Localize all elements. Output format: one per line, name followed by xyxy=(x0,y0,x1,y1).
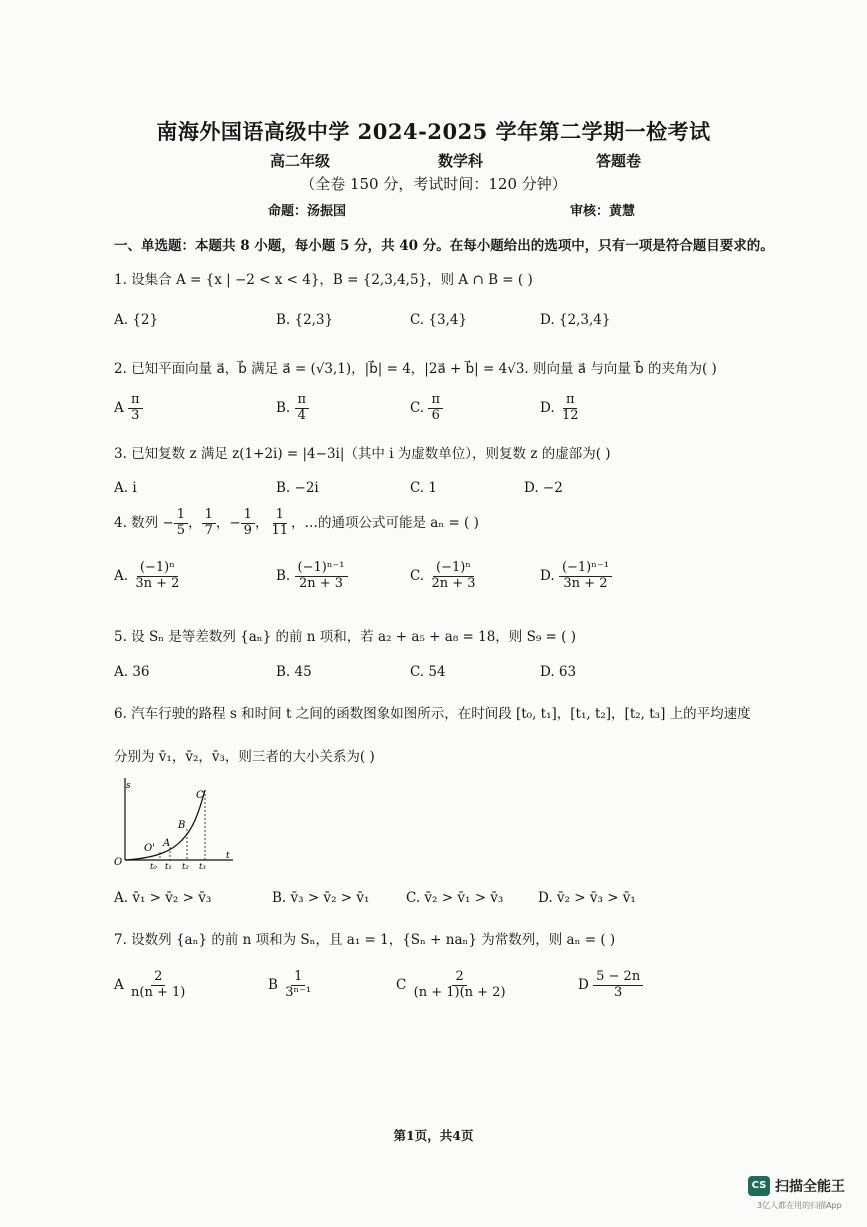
q6-option-b: B. v̄₃ > v̄₂ > v̄₁ xyxy=(272,890,370,906)
option-label: A xyxy=(114,399,124,416)
fraction xyxy=(128,393,143,424)
q4-option-c xyxy=(410,561,479,592)
q1-option-d: D. {2,3,4} xyxy=(540,312,611,328)
stem-text: ，…的通项公式可能是 aₙ = ( ) xyxy=(290,514,479,531)
fraction xyxy=(174,508,188,539)
q7-option-c xyxy=(396,970,509,1001)
denominator: 2n + 3 xyxy=(298,575,344,591)
option-label: D xyxy=(578,976,589,993)
q6-option-d: D. v̄₂ > v̄₃ > v̄₁ xyxy=(538,890,636,906)
point-c: C xyxy=(196,790,204,801)
question-5-stem: 5. 设 Sₙ 是等差数列 {aₙ} 的前 n 项和，若 a₂ + a₅ + a₈ = 18，则 S₉ = ( ) xyxy=(114,629,576,645)
question-4-stem xyxy=(114,508,479,539)
option-label: B xyxy=(268,976,278,993)
numerator: 1 xyxy=(241,508,255,524)
fraction xyxy=(241,508,255,539)
denominator: 4 xyxy=(297,407,306,423)
numerator: (−1)ⁿ xyxy=(137,561,178,577)
q2-option-d xyxy=(540,393,581,424)
denominator: 5 xyxy=(176,522,186,538)
distance-time-graph xyxy=(108,772,238,872)
grade-label: 高二年级 xyxy=(270,152,331,170)
q2-option-a xyxy=(114,393,143,424)
fraction xyxy=(202,508,216,539)
numerator: π xyxy=(295,393,310,409)
question-1-stem: 1. 设集合 A = {x | −2 < x < 4}，B = {2,3,4,5}，则 A ∩ B = ( ) xyxy=(114,272,533,288)
option-label: B. xyxy=(276,399,291,416)
denominator: 3 xyxy=(614,984,623,1000)
q4-option-a xyxy=(114,561,182,592)
fraction xyxy=(428,393,443,424)
t-label: t xyxy=(226,851,230,861)
q5-option-a: A. 36 xyxy=(114,664,150,680)
q6-option-c: C. v̄₂ > v̄₁ > v̄₃ xyxy=(406,890,504,906)
separator: ， xyxy=(188,514,202,531)
numerator: π xyxy=(428,393,443,409)
denominator: 12 xyxy=(561,407,579,423)
numerator: 1 xyxy=(273,508,287,524)
fraction xyxy=(128,970,188,1001)
option-label: A xyxy=(114,976,124,993)
q3-option-d: D. −2 xyxy=(524,480,563,496)
q2-option-c xyxy=(410,393,443,424)
scanner-tagline: 3亿人都在用的扫描App xyxy=(757,1201,842,1210)
q5-option-d: D. 63 xyxy=(540,664,577,680)
page-number: 第1页，共4页 xyxy=(393,1128,474,1143)
numerator: 2 xyxy=(452,970,466,986)
s-label: s xyxy=(126,781,131,791)
exam-title: 南海外国语高级中学 2024-2025 学年第二学期一检考试 xyxy=(156,119,711,144)
denominator: n(n + 1) xyxy=(131,984,186,1000)
numerator: 5 − 2n xyxy=(593,970,643,986)
fraction xyxy=(411,970,509,1001)
denominator: 3 xyxy=(131,407,140,423)
denominator: 3n + 2 xyxy=(135,575,180,591)
denominator: 9 xyxy=(243,522,252,538)
q7-option-b xyxy=(268,970,314,1001)
option-label: A. xyxy=(114,567,129,584)
point-a: A xyxy=(163,838,171,849)
q3-option-b: B. −2i xyxy=(276,480,319,496)
stem-text: 4. 数列 − xyxy=(114,514,174,531)
question-2-stem: 2. 已知平面向量 a⃗，b⃗ 满足 a⃗ = (√3,1)，|b⃗| = 4，|2a⃗ + b⃗| = 4√3. 则向量 a⃗ 与向量 b⃗ 的夹角为( ) xyxy=(114,361,717,377)
q1-option-a: A. {2} xyxy=(114,312,159,328)
denominator: 3ⁿ⁻¹ xyxy=(285,984,312,1000)
option-label: D. xyxy=(540,567,555,584)
q6-option-a: A. v̄₁ > v̄₂ > v̄₃ xyxy=(114,890,212,906)
reviewer-label: 审核：黄慧 xyxy=(570,204,636,219)
q3-option-c: C. 1 xyxy=(410,480,438,496)
fraction xyxy=(428,561,478,592)
origin-label: O xyxy=(114,857,123,868)
fraction xyxy=(559,393,582,424)
q1-option-c: C. {3,4} xyxy=(410,312,468,328)
numerator: π xyxy=(563,393,578,409)
denominator: 6 xyxy=(431,407,440,423)
fraction xyxy=(282,970,314,1001)
q4-option-d xyxy=(540,561,612,592)
option-label: C. xyxy=(410,567,425,584)
q7-option-d xyxy=(578,970,643,1001)
separator: ，− xyxy=(215,514,241,531)
option-label: B. xyxy=(276,567,291,584)
denominator: 2n + 3 xyxy=(431,575,476,591)
option-label: C xyxy=(396,976,407,993)
q2-option-b xyxy=(276,393,309,424)
curve xyxy=(125,790,205,860)
exam-info: （全卷 150 分，考试时间：120 分钟） xyxy=(300,175,567,193)
q7-option-a xyxy=(114,970,188,1001)
q3-option-a: A. i xyxy=(114,480,137,496)
question-6-stem-continued: 分别为 v̄₁，v̄₂，v̄₃，则三者的大小关系为( ) xyxy=(114,749,375,765)
numerator: (−1)ⁿ xyxy=(433,561,474,577)
q1-option-b: B. {2,3} xyxy=(276,312,334,328)
q4-option-b xyxy=(276,561,348,592)
numerator: 1 xyxy=(291,970,305,986)
tick-t3: t₃ xyxy=(199,862,206,872)
denominator: 3n + 2 xyxy=(563,575,608,591)
q5-option-c: C. 54 xyxy=(410,664,446,680)
fraction xyxy=(559,561,612,592)
denominator: 7 xyxy=(204,522,213,538)
tick-t0: t₀ xyxy=(150,862,157,872)
author-label: 命题：汤振国 xyxy=(268,204,347,219)
option-label: C. xyxy=(410,399,425,416)
denominator: (n + 1)(n + 2) xyxy=(413,984,506,1000)
separator: ， xyxy=(254,514,269,531)
paper-type-label: 答题卷 xyxy=(596,152,642,170)
fraction xyxy=(268,508,291,539)
denominator: 11 xyxy=(271,522,288,538)
question-6-stem: 6. 汽车行驶的路程 s 和时间 t 之间的函数图象如图所示，在时间段 [t₀, t₁]，[t₁, t₂]，[t₂, t₃] 上的平均速度 xyxy=(114,706,751,722)
option-label: D. xyxy=(540,399,555,416)
scanner-brand: 扫描全能王 xyxy=(775,1179,845,1195)
question-7-stem: 7. 设数列 {aₙ} 的前 n 项和为 Sₙ，且 a₁ = 1，{Sₙ + naₙ} 为常数列，则 aₙ = ( ) xyxy=(114,932,616,948)
fraction xyxy=(295,561,348,592)
point-o-prime: O' xyxy=(144,843,155,854)
fraction xyxy=(132,561,182,592)
numerator: 1 xyxy=(174,508,188,524)
point-b: B xyxy=(178,820,186,831)
numerator: (−1)ⁿ⁻¹ xyxy=(559,561,612,577)
section-heading: 一、单选题：本题共 8 小题，每小题 5 分，共 40 分。在每小题给出的选项中，只有一项是符合题目要求的。 xyxy=(114,238,774,254)
numerator: π xyxy=(128,393,143,409)
q5-option-b: B. 45 xyxy=(276,664,312,680)
numerator: 1 xyxy=(202,508,216,524)
camscanner-logo-icon: CS xyxy=(748,1176,770,1196)
numerator: 2 xyxy=(151,970,165,986)
numerator: (−1)ⁿ⁻¹ xyxy=(295,561,348,577)
fraction xyxy=(295,393,310,424)
tick-t2: t₂ xyxy=(182,862,189,872)
question-3-stem: 3. 已知复数 z 满足 z(1+2i) = |4−3i|（其中 i 为虚数单位），则复数 z 的虚部为( ) xyxy=(114,446,611,462)
subject-label: 数学科 xyxy=(438,152,484,170)
fraction xyxy=(593,970,643,1001)
tick-t1: t₁ xyxy=(165,862,172,872)
